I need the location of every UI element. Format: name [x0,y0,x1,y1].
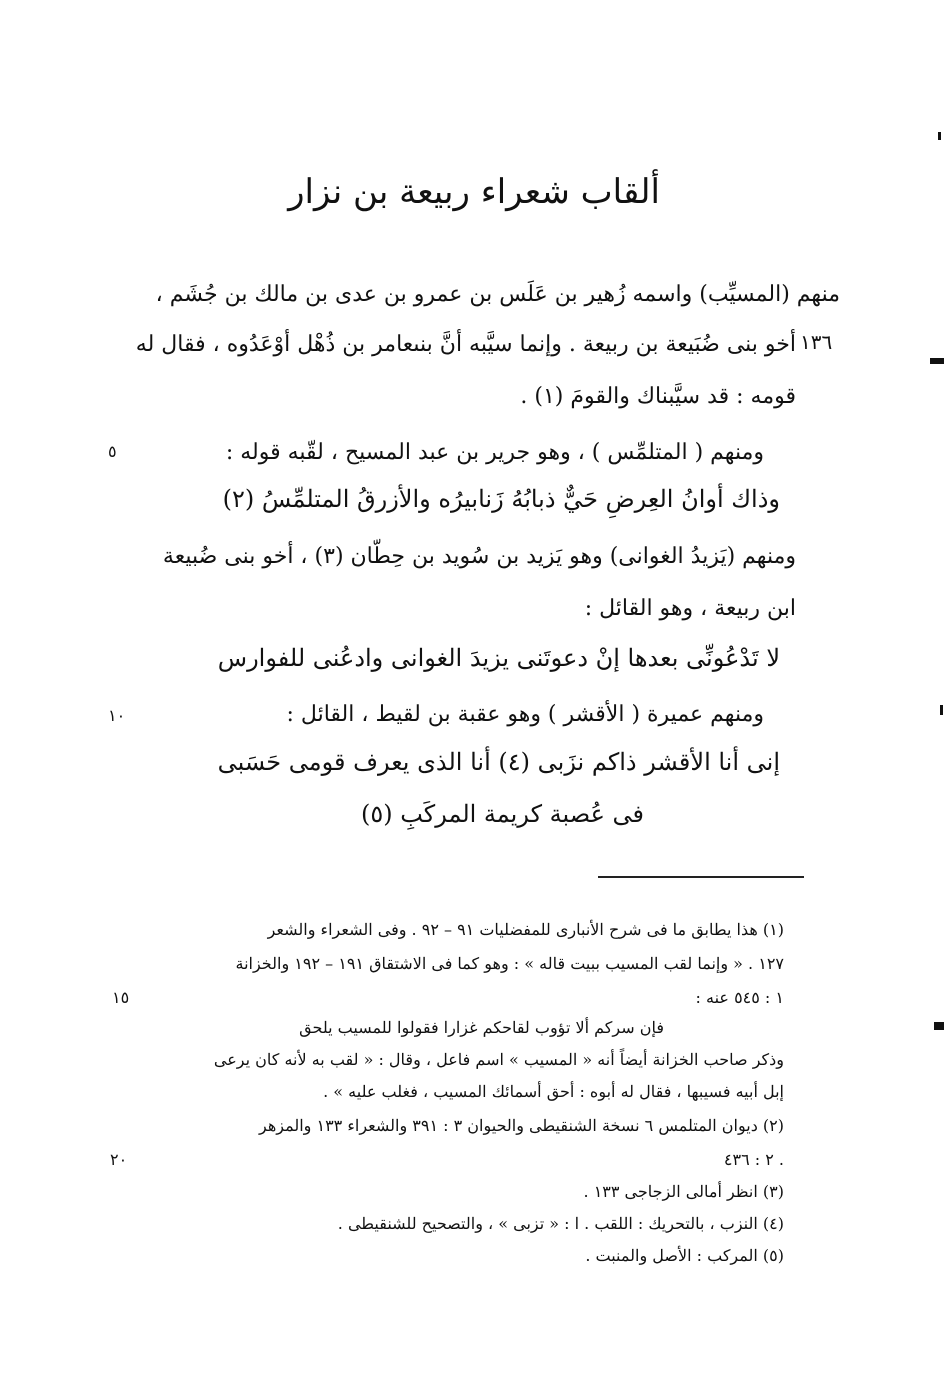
verse-3: إنى أنا الأقشر ذاكم نزَبى (٤) أنا الذى يعرف قومى حَسَبى [217,748,780,776]
verse-4: فى عُصبة كريمة المركَبِ (٥) [360,800,644,828]
scan-edge-mark [940,705,943,715]
footnote-line-8: ٢ : ٤٣٦ . [723,1150,784,1169]
footnote-line-1: (١) هذا يطابق ما فى شرح الأنبارى للمفضليات ٩١ – ٩٢ . وفى الشعراء والشعر [267,920,784,939]
footnote-line-11: (٥) المركب : الأصل والمنبت . [585,1246,784,1265]
footnote-line-10: (٤) النزب ، بالتحريك : اللقب . ا : « تزبى » ، والتصحيح للشنقيطى . [337,1214,784,1233]
footnote-line-6: إبل أبيه فسيبها ، فقال له أبوه : أحق أسمائك المسيب ، فغلب عليه » . [323,1082,784,1101]
footnote-line-3: ١ : ٥٤٥ عنه : [695,988,784,1007]
line-marker-5: ٥ [108,442,117,461]
line-marker-10: ١٠ [108,706,126,725]
main-line-2: أخو بنى ضُبَيعة بن ربيعة . وإنما سيَّبه أنَّ بنىعامر بن ذُهْل أوْعَدُوه ، فقال له [135,332,796,357]
verse-2: لا تَدْعُونِّى بعدها إنْ دعوتَنى يزيدَ الغوانى وادعُنى للفوارس [217,644,780,672]
footnote-line-2: ١٢٧ . « وإنما لقب المسيب ببيت قاله » : وهو كما فى الاشتقاق ١٩١ – ١٩٢ والخزانة [235,954,784,973]
main-line-5: ومنهم (يَزيدُ الغوانى) وهو يَزيد بن سُويد بن حِطّان (٣) ، أخو بنى ضُبيعة [162,544,796,569]
main-line-4: ومنهم ( المتلمِّس ) ، وهو جرير بن عبد المسيح ، لقّبه قوله : [225,440,764,465]
main-line-7: ومنهم عميرة ( الأقشر ) وهو عقبة بن لقيط ، القائل : [286,702,764,727]
footnote-line-4: فإن سركم ألا تؤوب لقاحكم غزارا فقولوا للمسيب يلحق [299,1018,664,1037]
scan-edge-mark [930,358,944,364]
footnote-separator [598,876,804,878]
footnote-line-5: وذكر صاحب الخزانة أيضاً أنه « المسيب » اسم فاعل ، وقال : « لقب به لأنه كان يرعى [213,1050,784,1069]
footnote-line-7: (٢) ديوان المتلمس ٦ نسخة الشنقيطى والحيوان ٣ : ٣٩١ والشعراء ١٣٣ والمزهر [259,1116,784,1135]
page-number: ١٣٦ [800,330,833,354]
verse-1: وذاك أوانُ العِرضِ حَيٌّ ذبابُهُ زَنابيرُه والأزرقُ المتلمِّسُ (٢) [222,485,780,513]
main-line-6: ابن ربيعة ، وهو القائل : [584,596,796,621]
main-line-3: قومه : قد سيَّبناك والقومَ (١) . [520,384,796,409]
footnote-line-9: (٣) انظر أمالى الزجاجى ١٣٣ . [583,1182,784,1201]
scan-edge-mark [934,1022,944,1030]
line-marker-15: ١٥ [112,988,130,1007]
chapter-title: ألقاب شعراء ربيعة بن نزار [288,172,660,212]
line-marker-20: ٢٠ [110,1150,128,1169]
main-line-1: منهم (المسيِّب) واسمه زُهير بن عَلَس بن عمرو بن عدى بن مالك بن جُشَم ، [155,282,840,307]
scan-edge-mark [938,132,941,140]
